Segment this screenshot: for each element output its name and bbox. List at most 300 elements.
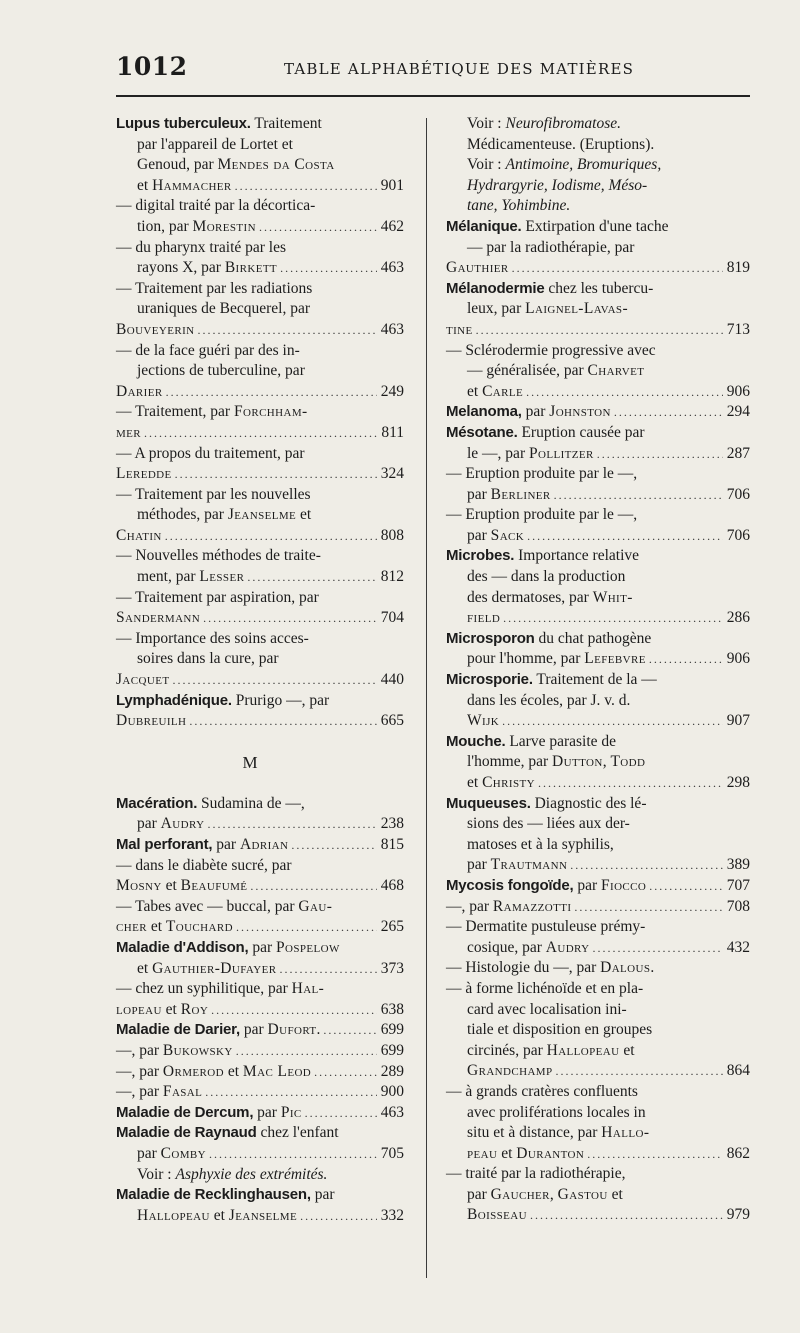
author-name: Hal- bbox=[291, 980, 325, 998]
headword: Mélanique. bbox=[446, 217, 522, 235]
text-run: —, par bbox=[116, 1062, 163, 1080]
index-text-line bbox=[116, 1123, 404, 1144]
text-run: Genoud, par bbox=[137, 156, 218, 174]
dot-leader bbox=[512, 258, 723, 279]
text-run: — Traitement par les nouvelles bbox=[116, 485, 311, 503]
index-text-line bbox=[446, 279, 750, 300]
index-text-line bbox=[446, 546, 750, 567]
text-run: —, par bbox=[116, 1083, 163, 1101]
index-text-line bbox=[116, 505, 404, 526]
index-entry-line bbox=[116, 320, 404, 341]
page-reference: 864 bbox=[726, 1062, 750, 1080]
text-run: par bbox=[467, 485, 491, 503]
headword: Microbes. bbox=[446, 547, 515, 565]
author-name: Jeanselme bbox=[227, 506, 297, 524]
text-run: méthodes, par bbox=[137, 506, 228, 524]
text-run: — Traitement par les radiations bbox=[116, 279, 313, 297]
dot-leader bbox=[166, 382, 377, 403]
line-text bbox=[116, 670, 169, 691]
index-entry-line bbox=[116, 608, 404, 629]
text-run: — chez un syphilitique, par bbox=[116, 980, 292, 998]
author-name: Grandchamp bbox=[467, 1062, 553, 1080]
author-name: Boisseau bbox=[467, 1206, 527, 1224]
line-text bbox=[446, 320, 473, 341]
italic-reference: Asphyxie des extrémités. bbox=[175, 1165, 328, 1183]
line-text bbox=[116, 897, 332, 918]
dot-leader bbox=[236, 917, 377, 938]
text-run: chez les tubercu- bbox=[544, 279, 654, 297]
text-run: Traitement de la — bbox=[532, 671, 657, 689]
page-reference: 906 bbox=[726, 650, 750, 668]
line-text bbox=[116, 1123, 339, 1144]
line-text bbox=[116, 114, 322, 135]
text-run: card avec localisation ini- bbox=[467, 1000, 627, 1018]
page-reference: 286 bbox=[726, 609, 750, 627]
text-run: et bbox=[209, 1206, 229, 1224]
text-run: — Tabes avec — buccal, par bbox=[116, 897, 299, 915]
page-reference: 900 bbox=[380, 1083, 404, 1101]
author-name: field bbox=[467, 609, 501, 627]
text-run: Importance relative bbox=[514, 547, 640, 565]
line-text bbox=[137, 135, 293, 156]
right-block bbox=[446, 114, 750, 1226]
line-text bbox=[467, 1000, 627, 1021]
author-name: Lefebvre bbox=[584, 650, 646, 668]
index-entry-line bbox=[116, 258, 404, 279]
line-text bbox=[137, 1165, 327, 1186]
text-run: et bbox=[146, 918, 166, 936]
author-name: Berliner bbox=[490, 485, 551, 503]
dot-leader bbox=[502, 711, 723, 732]
text-run: et bbox=[223, 1062, 243, 1080]
text-run: par bbox=[310, 1186, 335, 1204]
index-text-line bbox=[116, 238, 404, 259]
index-text-line bbox=[446, 341, 750, 362]
index-text-line bbox=[446, 979, 750, 1000]
text-run: le —, par bbox=[467, 444, 529, 462]
author-name: Mendes da Costa bbox=[217, 156, 335, 174]
headword: Microsporie. bbox=[446, 671, 533, 689]
author-name: Comby bbox=[160, 1144, 207, 1162]
text-run: cosique, par bbox=[467, 938, 546, 956]
author-name: Duranton bbox=[516, 1144, 585, 1162]
text-run: , bbox=[549, 1185, 558, 1203]
headword: Maladie de Darier, bbox=[116, 1021, 240, 1039]
text-run: du chat pathogène bbox=[534, 629, 652, 647]
index-text-line bbox=[116, 856, 404, 877]
italic-reference: Antimoine, Bromuriques, bbox=[505, 156, 662, 174]
line-text bbox=[467, 114, 621, 135]
dot-leader bbox=[597, 444, 723, 465]
index-entry-line bbox=[116, 917, 404, 938]
line-text bbox=[446, 917, 645, 938]
author-name: Dalous bbox=[600, 959, 651, 977]
text-run: — A propos du traitement, par bbox=[116, 444, 305, 462]
author-name: Dutton bbox=[552, 753, 603, 771]
author-name: Gauthier-Dufayer bbox=[152, 959, 277, 977]
index-entry-line bbox=[116, 959, 404, 980]
page-reference: 707 bbox=[726, 876, 750, 894]
author-name: Pic bbox=[280, 1103, 302, 1121]
page-reference: 811 bbox=[381, 423, 404, 441]
line-text bbox=[446, 979, 643, 1000]
line-text bbox=[467, 485, 551, 506]
dot-leader bbox=[250, 876, 377, 897]
text-run: par bbox=[248, 938, 277, 956]
line-text bbox=[116, 444, 305, 465]
index-text-line bbox=[446, 752, 750, 773]
headword: Maladie de Dercum, bbox=[116, 1103, 254, 1121]
index-entry-line bbox=[116, 217, 404, 238]
text-run: jections de tuberculine, par bbox=[137, 362, 305, 380]
index-text-line bbox=[446, 176, 750, 197]
line-text bbox=[137, 1144, 206, 1165]
text-run: . bbox=[650, 959, 655, 977]
author-name: Chatin bbox=[116, 526, 162, 544]
line-text bbox=[137, 258, 277, 279]
text-run: par bbox=[212, 836, 240, 853]
dot-leader bbox=[236, 1041, 377, 1062]
text-run: chez l'enfant bbox=[256, 1124, 339, 1142]
page-reference: 389 bbox=[726, 856, 750, 874]
index-text-line bbox=[116, 794, 404, 815]
author-name: Whit- bbox=[592, 588, 633, 606]
headword: Macération. bbox=[116, 794, 198, 812]
author-name: tine bbox=[446, 320, 473, 338]
line-text bbox=[116, 238, 286, 259]
page-reference: 463 bbox=[380, 320, 404, 338]
page-reference: 249 bbox=[380, 382, 404, 400]
index-text-line bbox=[116, 1185, 404, 1206]
dot-leader bbox=[209, 1144, 377, 1165]
author-name: Christy bbox=[482, 774, 535, 791]
index-text-line bbox=[446, 196, 750, 217]
index-entry-line bbox=[446, 608, 750, 629]
index-entry-line bbox=[446, 258, 750, 279]
index-text-line bbox=[446, 1123, 750, 1144]
text-run: Eruption causée par bbox=[517, 423, 645, 441]
text-run: Prurigo —, par bbox=[231, 691, 330, 709]
line-text bbox=[116, 1185, 335, 1206]
author-name: Charvet bbox=[587, 362, 645, 380]
line-text bbox=[116, 320, 195, 341]
dot-leader bbox=[279, 959, 377, 980]
line-text bbox=[446, 1082, 638, 1103]
line-text bbox=[446, 341, 656, 362]
text-run: — traité par la radiothérapie, bbox=[446, 1165, 626, 1183]
index-text-line bbox=[116, 546, 404, 567]
text-run: — Traitement, par bbox=[116, 403, 234, 421]
page-number: 1012 bbox=[116, 52, 188, 81]
text-run: des — dans la production bbox=[467, 568, 626, 586]
line-text bbox=[467, 382, 523, 403]
line-text bbox=[446, 546, 639, 567]
dot-leader bbox=[526, 382, 723, 403]
italic-reference: tane, Yohimbine. bbox=[467, 197, 571, 215]
dot-leader bbox=[205, 1082, 377, 1103]
line-text bbox=[446, 279, 653, 300]
page-reference: 704 bbox=[380, 609, 404, 627]
line-text bbox=[137, 649, 279, 670]
text-run: uraniques de Becquerel, par bbox=[137, 300, 311, 318]
author-name: mer bbox=[116, 423, 142, 441]
line-text bbox=[446, 794, 646, 815]
page-reference: 294 bbox=[726, 403, 750, 421]
index-entry-line bbox=[446, 382, 750, 403]
index-text-line bbox=[446, 155, 750, 176]
line-text bbox=[116, 279, 312, 300]
author-name: Fiocco bbox=[601, 876, 647, 894]
text-run: , bbox=[602, 753, 611, 771]
line-text bbox=[116, 423, 141, 444]
dot-leader bbox=[556, 1061, 724, 1082]
text-run: et bbox=[467, 774, 483, 791]
index-entry-line bbox=[116, 1103, 404, 1124]
line-text bbox=[467, 444, 594, 465]
index-text-line bbox=[116, 629, 404, 650]
index-text-line bbox=[446, 217, 750, 238]
author-name: Ramazzotti bbox=[492, 897, 572, 915]
headword: Mélanodermie bbox=[446, 279, 545, 297]
headword: Melanoma, bbox=[446, 403, 522, 421]
line-text bbox=[137, 959, 276, 980]
author-name: Darier bbox=[116, 382, 163, 400]
author-name: Ormerod bbox=[162, 1062, 224, 1080]
page-reference: 324 bbox=[380, 465, 404, 483]
text-run: — à forme lichénoïde et en pla- bbox=[446, 979, 644, 997]
line-text bbox=[467, 1020, 652, 1041]
author-name: Pospelow bbox=[276, 938, 340, 956]
dot-leader bbox=[570, 855, 723, 876]
index-text-line bbox=[116, 691, 404, 712]
line-text bbox=[467, 588, 633, 609]
line-text bbox=[467, 1123, 649, 1144]
line-text bbox=[467, 1041, 635, 1062]
line-text bbox=[467, 773, 535, 794]
dot-leader bbox=[189, 711, 377, 732]
left-block-1 bbox=[116, 114, 404, 732]
text-run: ment, par bbox=[137, 568, 200, 586]
text-run: — Importance des soins acces- bbox=[116, 629, 309, 647]
author-name: Trautmann bbox=[490, 856, 568, 874]
index-entry-line bbox=[116, 711, 404, 732]
dot-leader bbox=[554, 485, 723, 506]
index-text-line bbox=[446, 238, 750, 259]
index-text-line bbox=[116, 299, 404, 320]
index-entry-line bbox=[116, 876, 404, 897]
line-text bbox=[467, 649, 646, 670]
line-text bbox=[137, 155, 335, 176]
page-reference: 713 bbox=[726, 320, 750, 338]
index-entry-line bbox=[116, 1206, 404, 1227]
author-name: Pollitzer bbox=[528, 444, 594, 462]
index-text-line bbox=[446, 670, 750, 691]
text-run: — dans le diabète sucré, par bbox=[116, 856, 292, 874]
line-text bbox=[116, 464, 172, 485]
index-text-line bbox=[446, 1082, 750, 1103]
text-run: . bbox=[316, 1021, 321, 1039]
page-reference: 462 bbox=[380, 217, 404, 235]
dot-leader bbox=[203, 608, 377, 629]
author-name: Jacquet bbox=[116, 671, 170, 689]
author-name: Touchard bbox=[165, 918, 233, 936]
index-text-line bbox=[446, 423, 750, 444]
index-text-line bbox=[446, 464, 750, 485]
headword: Mésotane. bbox=[446, 423, 518, 441]
index-text-line bbox=[116, 114, 404, 135]
line-text bbox=[467, 835, 614, 856]
line-text bbox=[116, 1062, 311, 1083]
index-text-line bbox=[446, 629, 750, 650]
index-text-line bbox=[116, 279, 404, 300]
line-text bbox=[137, 361, 305, 382]
text-run: —, par bbox=[116, 1041, 163, 1059]
index-text-line bbox=[446, 794, 750, 815]
index-text-line bbox=[446, 505, 750, 526]
index-text-line bbox=[116, 402, 404, 423]
text-run: et bbox=[619, 1041, 635, 1059]
index-text-line bbox=[446, 114, 750, 135]
line-text bbox=[467, 238, 634, 259]
right-column bbox=[446, 114, 750, 1226]
line-text bbox=[446, 958, 654, 979]
text-run: — à grands cratères confluents bbox=[446, 1082, 638, 1100]
line-text bbox=[116, 608, 200, 629]
page-reference: 638 bbox=[380, 1000, 404, 1018]
index-text-line bbox=[446, 958, 750, 979]
dot-leader bbox=[198, 320, 378, 341]
page-reference: 706 bbox=[726, 526, 750, 544]
index-text-line bbox=[116, 155, 404, 176]
index-entry-line bbox=[116, 526, 404, 547]
line-text bbox=[116, 526, 162, 547]
text-run: — de la face guéri par des in- bbox=[116, 341, 300, 359]
line-text bbox=[116, 856, 292, 877]
index-entry-line bbox=[446, 938, 750, 959]
index-text-line bbox=[116, 196, 404, 217]
text-run: — Sclérodermie progressive avec bbox=[446, 341, 656, 359]
headword: Maladie de Raynaud bbox=[116, 1124, 257, 1142]
author-name: Hallo- bbox=[601, 1124, 650, 1142]
line-text bbox=[116, 1000, 208, 1021]
index-entry-line bbox=[446, 526, 750, 547]
page-reference: 468 bbox=[380, 877, 404, 895]
author-name: Leredde bbox=[116, 465, 172, 483]
text-run: Diagnostic des lé- bbox=[530, 794, 647, 812]
italic-reference: Neurofibromatose. bbox=[505, 115, 622, 132]
page-reference: 463 bbox=[380, 259, 404, 277]
index-entry-line bbox=[446, 711, 750, 732]
text-run: Voir : bbox=[467, 156, 506, 174]
text-run: par bbox=[137, 1144, 161, 1162]
index-text-line bbox=[446, 299, 750, 320]
text-run: et bbox=[161, 1000, 181, 1018]
author-name: Johnston bbox=[549, 403, 611, 421]
dot-leader bbox=[649, 649, 723, 670]
author-name: Sack bbox=[490, 526, 525, 544]
index-entry-line bbox=[446, 402, 750, 423]
dot-leader bbox=[530, 1205, 723, 1226]
page-reference: 373 bbox=[380, 959, 404, 977]
line-text bbox=[116, 1082, 202, 1103]
text-run: — Dermatite pustuleuse prémy- bbox=[446, 918, 646, 936]
page-reference: 706 bbox=[726, 485, 750, 503]
line-text bbox=[467, 135, 654, 156]
index-text-line bbox=[446, 691, 750, 712]
text-run: Traitement bbox=[250, 115, 322, 132]
line-text bbox=[116, 341, 300, 362]
line-text bbox=[446, 505, 637, 526]
author-name: Hammacher bbox=[152, 176, 232, 194]
dot-leader bbox=[259, 217, 377, 238]
line-text bbox=[467, 752, 645, 773]
index-text-line bbox=[446, 588, 750, 609]
line-text bbox=[116, 629, 309, 650]
line-text bbox=[116, 546, 321, 567]
dot-leader bbox=[305, 1103, 377, 1124]
author-name: Adrian bbox=[239, 836, 289, 853]
dot-leader bbox=[172, 670, 377, 691]
index-text-line bbox=[116, 979, 404, 1000]
index-entry-line bbox=[116, 176, 404, 197]
author-name: Audry bbox=[160, 815, 205, 833]
running-title: TABLE ALPHABÉTIQUE DES MATIÈRES bbox=[284, 60, 635, 78]
dot-leader bbox=[503, 608, 723, 629]
text-run: leux, par bbox=[467, 300, 526, 318]
line-text bbox=[116, 1020, 320, 1041]
line-text bbox=[446, 217, 669, 238]
text-run: par bbox=[467, 1185, 491, 1203]
page-reference: 862 bbox=[726, 1144, 750, 1162]
author-name: Bouveyerin bbox=[116, 320, 195, 338]
index-entry-line bbox=[446, 773, 750, 794]
line-text bbox=[116, 917, 233, 938]
header-rule bbox=[116, 95, 750, 97]
page-reference: 332 bbox=[380, 1206, 404, 1224]
index-text-line bbox=[446, 361, 750, 382]
line-text bbox=[137, 217, 256, 238]
page-reference: 979 bbox=[726, 1206, 750, 1224]
index-entry-line bbox=[116, 814, 404, 835]
text-run: matoses et à la syphilis, bbox=[467, 835, 614, 853]
dot-leader bbox=[280, 258, 377, 279]
text-run: Voir : bbox=[137, 1165, 176, 1183]
headword: Lymphadénique. bbox=[116, 691, 232, 709]
index-text-line bbox=[116, 588, 404, 609]
line-text bbox=[116, 588, 319, 609]
index-entry-line bbox=[446, 485, 750, 506]
author-name: Forchham- bbox=[233, 403, 308, 421]
text-run: — généralisée, par bbox=[467, 362, 588, 380]
page-reference: 808 bbox=[380, 526, 404, 544]
index-text-line bbox=[446, 814, 750, 835]
line-text bbox=[446, 464, 637, 485]
line-text bbox=[116, 938, 340, 959]
line-text bbox=[116, 1103, 302, 1124]
index-entry-line bbox=[116, 1000, 404, 1021]
dot-leader bbox=[574, 897, 723, 918]
dot-leader bbox=[527, 526, 723, 547]
text-run: par bbox=[467, 856, 491, 874]
author-name: Hallopeau bbox=[546, 1041, 620, 1059]
text-run: tion, par bbox=[137, 217, 193, 235]
text-run: — Eruption produite par le —, bbox=[446, 465, 638, 483]
text-run: dans les écoles, par J. v. d. bbox=[467, 691, 631, 709]
index-text-line bbox=[116, 444, 404, 465]
text-run: situ et à distance, par bbox=[467, 1124, 602, 1142]
headword: Maladie d'Addison, bbox=[116, 938, 249, 956]
index-entry-line bbox=[116, 464, 404, 485]
